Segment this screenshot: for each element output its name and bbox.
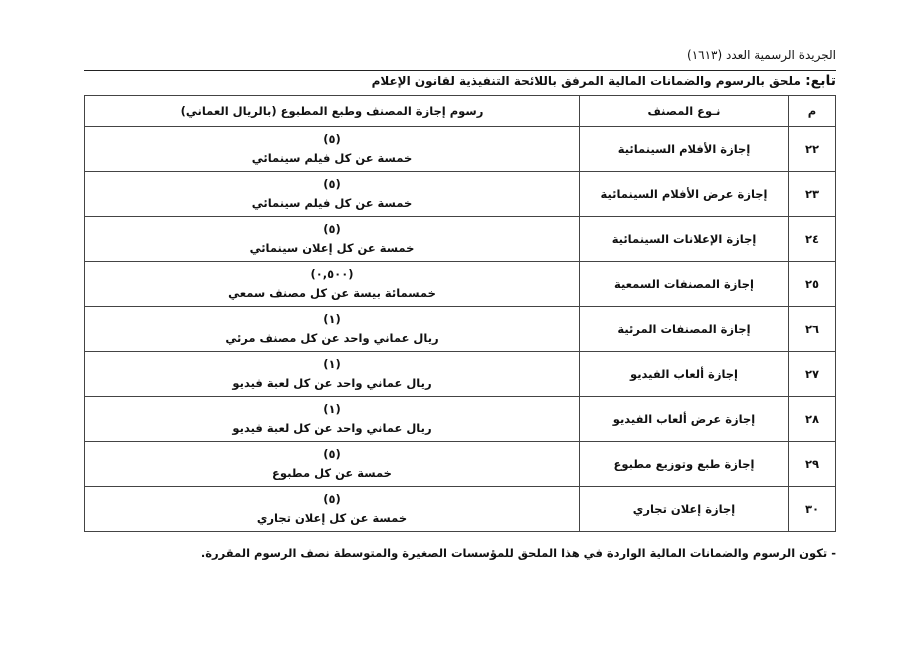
table-row: [85, 397, 836, 442]
footnote: - تكون الرسوم والضمانات المالية الواردة في هذا الملحق للمؤسسات الصغيرة والمتوسطة نصف الرسوم المقررة.: [200, 546, 836, 560]
table-row: [85, 262, 836, 307]
work-type: إجازة إعلان تجاري: [580, 487, 789, 532]
fee-block: [89, 490, 575, 528]
fee-block: [89, 355, 575, 393]
fee-description: خمسة عن كل فيلم سينمائي: [251, 151, 413, 165]
fee-block: [89, 445, 575, 483]
fee-cell: [85, 127, 580, 172]
fee-cell: [85, 442, 580, 487]
gazette-title: الجريدة الرسمية العدد (١٦١٣): [687, 48, 836, 62]
fee-description: خمسة عن كل إعلان سينمائي: [249, 241, 415, 255]
work-type: إجازة عرض ألعاب الفيديو: [580, 397, 789, 442]
work-type: إجازة ألعاب الفيديو: [580, 352, 789, 397]
table-header-row: [85, 96, 836, 127]
column-header-num: م: [789, 96, 836, 127]
fee-block: [89, 400, 575, 438]
fee-block: [89, 220, 575, 258]
row-number: ٢٣: [789, 172, 836, 217]
row-number: ٢٢: [789, 127, 836, 172]
fee-description: خمسة عن كل فيلم سينمائي: [251, 196, 413, 210]
column-header-fee: رسوم إجازة المصنف وطبع المطبوع (بالريال العماني): [85, 96, 580, 127]
work-type: إجازة طبع وتوزيع مطبوع: [580, 442, 789, 487]
fee-cell: [85, 172, 580, 217]
fee-amount: (٥): [323, 492, 341, 506]
fee-cell: [85, 352, 580, 397]
fee-description: ريال عماني واحد عن كل مصنف مرئي: [225, 331, 439, 345]
table-body: [85, 127, 836, 532]
row-number: ٣٠: [789, 487, 836, 532]
fee-block: [89, 130, 575, 168]
row-number: ٢٦: [789, 307, 836, 352]
fee-block: [89, 265, 575, 303]
table-row: [85, 217, 836, 262]
work-type: إجازة المصنفات السمعية: [580, 262, 789, 307]
table-row: [85, 127, 836, 172]
fee-block: [89, 310, 575, 348]
table-row: [85, 307, 836, 352]
table-row: [85, 172, 836, 217]
fee-description: خمسمائة بيسة عن كل مصنف سمعي: [228, 286, 436, 300]
fee-cell: [85, 397, 580, 442]
fee-description: خمسة عن كل إعلان تجاري: [256, 511, 408, 525]
fee-amount: (٥): [323, 132, 341, 146]
row-number: ٢٥: [789, 262, 836, 307]
caption-text: ملحق بالرسوم والضمانات المالية المرفق باللائحة التنفيذية لقانون الإعلام: [371, 74, 801, 88]
fee-block: [89, 175, 575, 213]
work-type: إجازة الإعلانات السينمائية: [580, 217, 789, 262]
row-number: ٢٧: [789, 352, 836, 397]
fees-table: [84, 95, 836, 532]
column-header-type: نـوع المصنف: [580, 96, 789, 127]
fee-amount: (٥): [323, 447, 341, 461]
fee-cell: [85, 217, 580, 262]
row-number: ٢٤: [789, 217, 836, 262]
table-row: [85, 352, 836, 397]
work-type: إجازة الأفلام السينمائية: [580, 127, 789, 172]
fee-amount: (١): [323, 402, 341, 416]
work-type: إجازة عرض الأفلام السينمائية: [580, 172, 789, 217]
fee-description: خمسة عن كل مطبوع: [272, 466, 392, 480]
caption-lead: تابع:: [805, 73, 836, 89]
row-number: ٢٩: [789, 442, 836, 487]
header-divider: [84, 70, 836, 71]
fee-amount: (١): [323, 357, 341, 371]
fee-cell: [85, 307, 580, 352]
table-row: [85, 487, 836, 532]
fee-cell: [85, 262, 580, 307]
fee-amount: (٠,٥٠٠): [310, 267, 354, 281]
work-type: إجازة المصنفات المرئية: [580, 307, 789, 352]
fee-amount: (٥): [323, 177, 341, 191]
table-caption: [372, 73, 836, 89]
table-row: [85, 442, 836, 487]
fee-description: ريال عماني واحد عن كل لعبة فيديو: [232, 421, 432, 435]
page-header: [84, 44, 836, 72]
row-number: ٢٨: [789, 397, 836, 442]
fee-amount: (٥): [323, 222, 341, 236]
fee-amount: (١): [323, 312, 341, 326]
fee-cell: [85, 487, 580, 532]
fee-description: ريال عماني واحد عن كل لعبة فيديو: [232, 376, 432, 390]
